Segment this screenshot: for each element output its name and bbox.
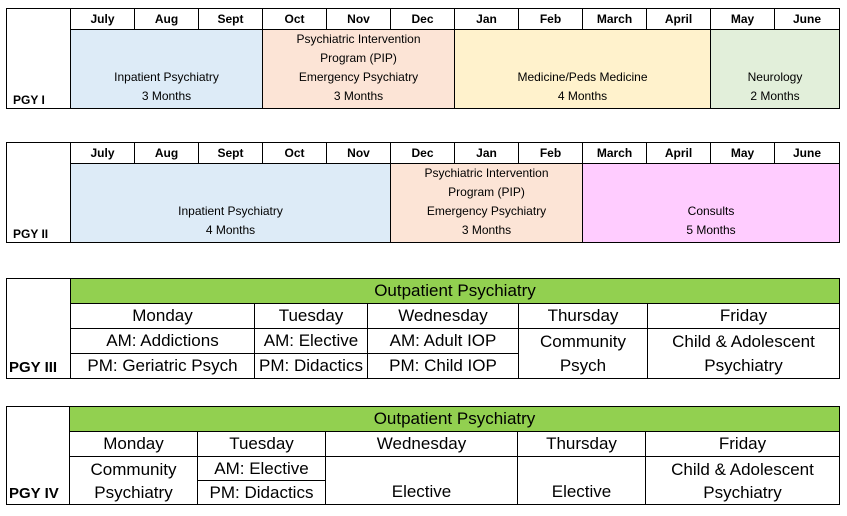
month-header: April (647, 143, 711, 164)
day-header-wednesday: Wednesday (368, 304, 519, 329)
month-header: Sept (199, 143, 263, 164)
day-header-friday: Friday (648, 304, 840, 329)
wednesday-am-cell: AM: Adult IOP (368, 329, 519, 354)
month-header: May (711, 9, 775, 30)
month-header: June (775, 143, 840, 164)
pgy2-schedule-table (6, 142, 840, 243)
month-header: July (71, 143, 135, 164)
wednesday-pm-cell: PM: Child IOP (368, 354, 519, 379)
rotation-block-pip: Psychiatric Intervention Program (PIP) Emergency Psychiatry 3 Months (263, 30, 455, 109)
pgy1-label: PGY I (7, 9, 71, 109)
monday-cell: Community Psychiatry (70, 457, 198, 505)
month-header: July (71, 9, 135, 30)
tuesday-am-cell: AM: Elective (198, 457, 326, 481)
month-header: May (711, 143, 775, 164)
rotation-block-consults: Consults 5 Months (583, 164, 840, 243)
outpatient-banner: Outpatient Psychiatry (70, 407, 840, 432)
pgy2-label: PGY II (7, 143, 71, 243)
month-header: March (583, 143, 647, 164)
month-header: Jan (455, 9, 519, 30)
monday-pm-cell: PM: Geriatric Psych (71, 354, 255, 379)
month-header: Dec (391, 9, 455, 30)
month-header: March (583, 9, 647, 30)
wednesday-cell: Elective (326, 457, 518, 505)
day-header-tuesday: Tuesday (255, 304, 368, 329)
friday-cell: Child & Adolescent Psychiatry (648, 329, 840, 379)
month-header: April (647, 9, 711, 30)
rotation-block-medicine: Medicine/Peds Medicine 4 Months (455, 30, 711, 109)
monday-am-cell: AM: Addictions (71, 329, 255, 354)
month-header: Nov (327, 143, 391, 164)
pgy4-label: PGY IV (7, 407, 70, 505)
friday-cell: Child & Adolescent Psychiatry (646, 457, 840, 505)
month-header: Dec (391, 143, 455, 164)
month-header: Feb (519, 9, 583, 30)
day-header-thursday: Thursday (519, 304, 648, 329)
outpatient-banner: Outpatient Psychiatry (71, 279, 840, 304)
rotation-block-inpatient: Inpatient Psychiatry 3 Months (71, 30, 263, 109)
pgy1-schedule-table (6, 8, 840, 109)
day-header-wednesday: Wednesday (326, 432, 518, 457)
rotation-block-neurology: Neurology 2 Months (711, 30, 840, 109)
pgy3-label: PGY III (7, 279, 71, 379)
day-header-friday: Friday (646, 432, 840, 457)
tuesday-am-cell: AM: Elective (255, 329, 368, 354)
tuesday-pm-cell: PM: Didactics (198, 481, 326, 505)
month-header: Aug (135, 9, 199, 30)
month-header: Aug (135, 143, 199, 164)
month-header: Oct (263, 9, 327, 30)
month-header: Feb (519, 143, 583, 164)
thursday-cell: Community Psych (519, 329, 648, 379)
day-header-thursday: Thursday (518, 432, 646, 457)
pgy3-schedule-table (6, 278, 840, 379)
tuesday-pm-cell: PM: Didactics (255, 354, 368, 379)
pgy4-schedule-table (6, 406, 840, 505)
day-header-monday: Monday (70, 432, 198, 457)
rotation-block-inpatient: Inpatient Psychiatry 4 Months (71, 164, 391, 243)
day-header-tuesday: Tuesday (198, 432, 326, 457)
thursday-cell: Elective (518, 457, 646, 505)
month-header: Sept (199, 9, 263, 30)
month-header: Nov (327, 9, 391, 30)
rotation-block-pip: Psychiatric Intervention Program (PIP) Emergency Psychiatry 3 Months (391, 164, 583, 243)
month-header: June (775, 9, 840, 30)
month-header: Jan (455, 143, 519, 164)
month-header: Oct (263, 143, 327, 164)
day-header-monday: Monday (71, 304, 255, 329)
